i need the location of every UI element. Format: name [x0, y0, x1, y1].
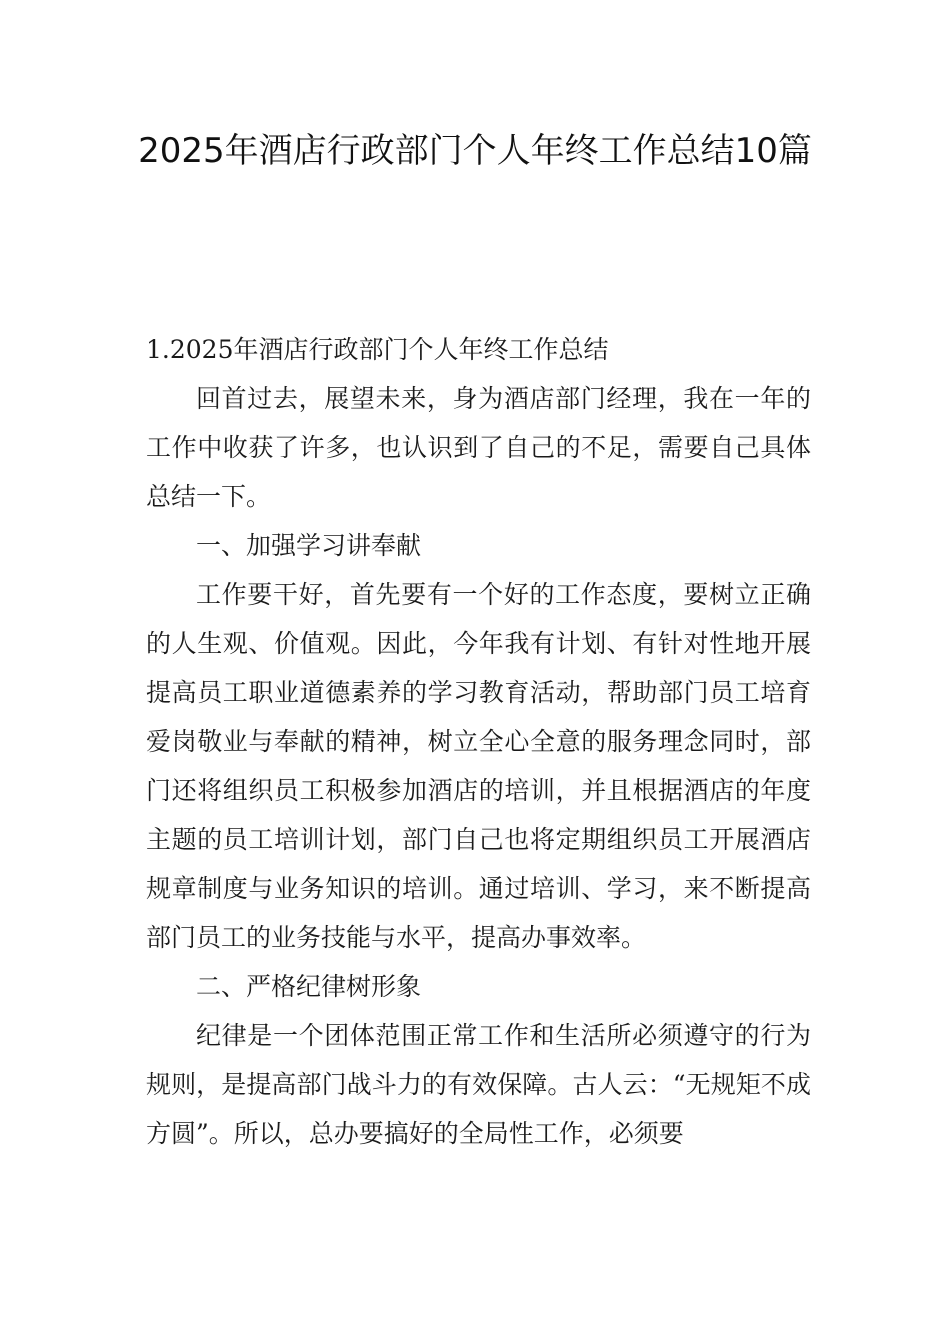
- sub-heading: 一、加强学习讲奉献: [196, 531, 422, 560]
- body-paragraph: 回首过去，展望未来，身为酒店部门经理，我在一年的工作中收获了许多，也认识到了自己的不足，需要自己具体总结一下。: [146, 384, 811, 511]
- document-body: [146, 325, 811, 1158]
- document-title: 2025年酒店行政部门个人年终工作总结10篇: [138, 131, 812, 171]
- body-paragraph: 纪律是一个团体范围正常工作和生活所必须遵守的行为规则，是提高部门战斗力的有效保障。古人云：“无规矩不成方圆”。所以，总办要搞好的全局性工作，必须要: [146, 1021, 811, 1148]
- section-heading: 1.2025年酒店行政部门个人年终工作总结: [146, 335, 609, 364]
- body-paragraph: 工作要干好，首先要有一个好的工作态度，要树立正确的人生观、价值观。因此，今年我有计划、有针对性地开展提高员工职业道德素养的学习教育活动，帮助部门员工培育爱岗敬业与奉献的精神，树立全心全意的服务理念同时，部门还将组织员工积极参加酒店的培训，并且根据酒店的年度主题的员工培训计划，部门自己也将定期组织员工开展酒店规章制度与业务知识的培训。通过培训、学习，来不断提高部门员工的业务技能与水平，提高办事效率。: [146, 580, 811, 952]
- sub-heading: 二、严格纪律树形象: [196, 972, 422, 1001]
